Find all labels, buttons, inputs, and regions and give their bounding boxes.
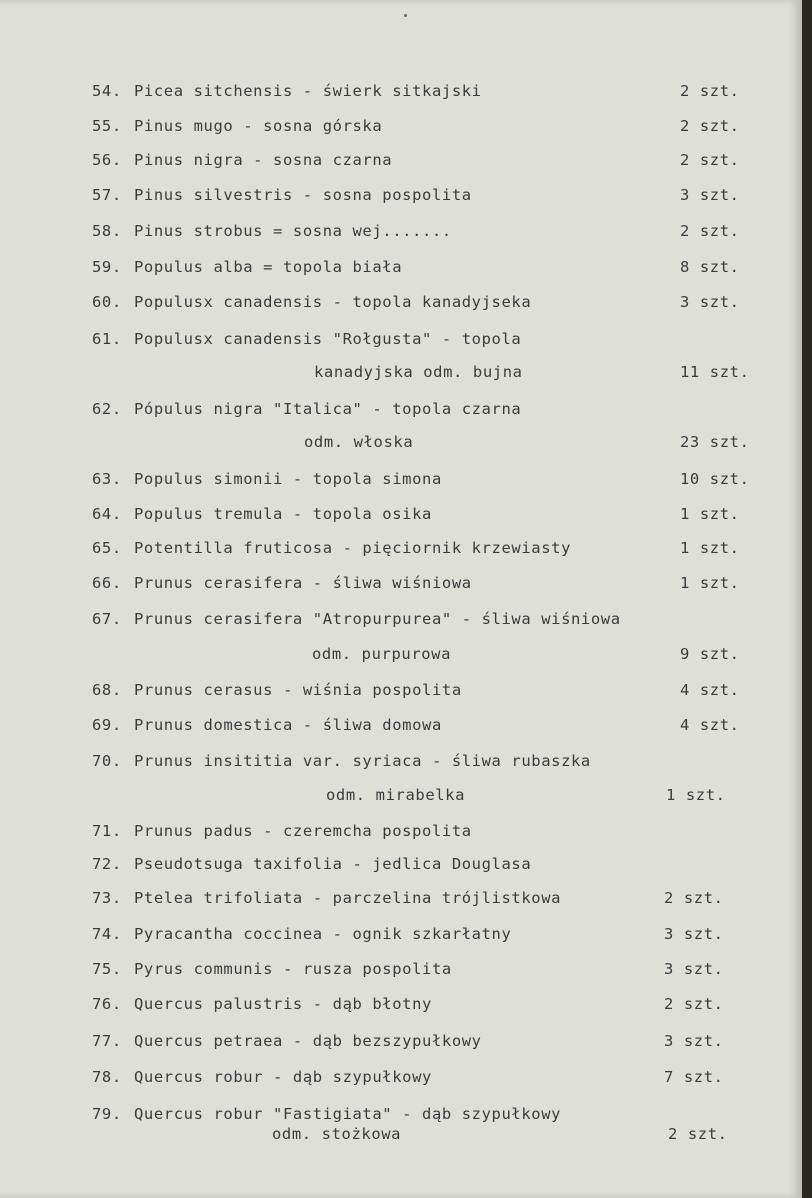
item-description-continued: odm. stożkowa xyxy=(272,1125,402,1143)
item-description: Populusx canadensis - topola kanadyjseka xyxy=(134,293,532,311)
item-quantity: 4 szt. xyxy=(680,716,740,734)
list-item xyxy=(92,822,802,848)
item-quantity: 9 szt. xyxy=(680,645,740,663)
item-number: 76. xyxy=(92,995,122,1013)
list-item xyxy=(92,1068,802,1094)
list-item xyxy=(92,186,802,212)
list-item xyxy=(92,889,802,915)
list-item-continuation xyxy=(92,363,802,389)
item-quantity: 3 szt. xyxy=(664,960,724,978)
item-quantity: 7 szt. xyxy=(664,1068,724,1086)
item-description: Populus tremula - topola osika xyxy=(134,505,432,523)
item-quantity: 8 szt. xyxy=(680,258,740,276)
page-mark xyxy=(404,14,407,17)
list-item xyxy=(92,574,802,600)
item-quantity: 1 szt. xyxy=(666,786,726,804)
item-quantity: 11 szt. xyxy=(680,363,750,381)
list-item xyxy=(92,222,802,248)
item-number: 70. xyxy=(92,752,122,770)
item-quantity: 3 szt. xyxy=(664,925,724,943)
list-item xyxy=(92,151,802,177)
item-number: 56. xyxy=(92,151,122,169)
item-description: Pyracantha coccinea - ognik szkarłatny xyxy=(134,925,512,943)
list-item xyxy=(92,258,802,284)
item-description-continued: odm. purpurowa xyxy=(312,645,452,663)
list-item xyxy=(92,400,802,426)
item-number: 68. xyxy=(92,681,122,699)
item-number: 55. xyxy=(92,117,122,135)
item-quantity: 2 szt. xyxy=(680,82,740,100)
item-number: 58. xyxy=(92,222,122,240)
item-description: Prunus insititia var. syriaca - śliwa rubaszka xyxy=(134,752,591,770)
item-quantity: 1 szt. xyxy=(680,574,740,592)
item-number: 67. xyxy=(92,610,122,628)
item-number: 77. xyxy=(92,1032,122,1050)
list-item xyxy=(92,995,802,1021)
item-quantity: 23 szt. xyxy=(680,433,750,451)
list-item xyxy=(92,117,802,143)
item-quantity: 3 szt. xyxy=(680,186,740,204)
item-quantity: 2 szt. xyxy=(668,1125,728,1143)
list-item-continuation xyxy=(92,433,802,459)
item-description: Populus alba = topola biała xyxy=(134,258,403,276)
item-number: 66. xyxy=(92,574,122,592)
item-description: Quercus palustris - dąb błotny xyxy=(134,995,432,1013)
list-item xyxy=(92,716,802,742)
item-description-continued: kanadyjska odm. bujna xyxy=(314,363,523,381)
item-quantity: 3 szt. xyxy=(664,1032,724,1050)
item-description: Picea sitchensis - świerk sitkajski xyxy=(134,82,482,100)
item-description: Prunus cerasifera "Atropurpurea" - śliwa wiśniowa xyxy=(134,610,621,628)
item-description: Pinus mugo - sosna górska xyxy=(134,117,383,135)
item-quantity: 3 szt. xyxy=(680,293,740,311)
list-item xyxy=(92,960,802,986)
item-number: 60. xyxy=(92,293,122,311)
item-description: Populusx canadensis "Rołgusta" - topola xyxy=(134,330,522,348)
item-description: Prunus cerasifera - śliwa wiśniowa xyxy=(134,574,472,592)
item-description-continued: odm. mirabelka xyxy=(326,786,466,804)
item-description: Prunus padus - czeremcha pospolita xyxy=(134,822,472,840)
item-description: Pinus silvestris - sosna pospolita xyxy=(134,186,472,204)
list-item xyxy=(92,752,802,778)
list-item xyxy=(92,293,802,319)
item-description: Quercus robur "Fastigiata" - dąb szypułkowy xyxy=(134,1105,562,1123)
list-item xyxy=(92,470,802,496)
item-number: 65. xyxy=(92,539,122,557)
list-item xyxy=(92,610,802,636)
item-number: 59. xyxy=(92,258,122,276)
item-quantity: 2 szt. xyxy=(680,151,740,169)
item-number: 63. xyxy=(92,470,122,488)
item-quantity: 1 szt. xyxy=(680,505,740,523)
item-number: 78. xyxy=(92,1068,122,1086)
list-item-continuation xyxy=(92,1125,802,1151)
item-description: Pseudotsuga taxifolia - jedlica Douglasa xyxy=(134,855,532,873)
list-item xyxy=(92,681,802,707)
item-description: Quercus robur - dąb szypułkowy xyxy=(134,1068,432,1086)
item-number: 61. xyxy=(92,330,122,348)
item-description: Potentilla fruticosa - pięciornik krzewiasty xyxy=(134,539,571,557)
item-number: 69. xyxy=(92,716,122,734)
item-description-continued: odm. włoska xyxy=(304,433,414,451)
item-number: 64. xyxy=(92,505,122,523)
item-number: 74. xyxy=(92,925,122,943)
list-item-continuation xyxy=(92,786,802,812)
item-description: Populus simonii - topola simona xyxy=(134,470,442,488)
item-description: Ptelea trifoliata - parczelina trójlistkowa xyxy=(134,889,562,907)
item-number: 54. xyxy=(92,82,122,100)
item-number: 57. xyxy=(92,186,122,204)
list-item xyxy=(92,855,802,881)
item-number: 62. xyxy=(92,400,122,418)
item-description: Prunus cerasus - wiśnia pospolita xyxy=(134,681,462,699)
item-description: Quercus petraea - dąb bezszypułkowy xyxy=(134,1032,482,1050)
item-quantity: 10 szt. xyxy=(680,470,750,488)
item-quantity: 2 szt. xyxy=(664,995,724,1013)
item-quantity: 1 szt. xyxy=(680,539,740,557)
item-description: Pyrus communis - rusza pospolita xyxy=(134,960,452,978)
item-quantity: 4 szt. xyxy=(680,681,740,699)
item-quantity: 2 szt. xyxy=(664,889,724,907)
item-number: 79. xyxy=(92,1105,122,1123)
list-item xyxy=(92,925,802,951)
item-description: Pópulus nigra "Italica" - topola czarna xyxy=(134,400,522,418)
item-number: 72. xyxy=(92,855,122,873)
item-quantity: 2 szt. xyxy=(680,117,740,135)
list-item-continuation xyxy=(92,645,802,671)
item-number: 73. xyxy=(92,889,122,907)
item-description: Pinus nigra - sosna czarna xyxy=(134,151,393,169)
item-description: Pinus strobus = sosna wej....... xyxy=(134,222,452,240)
list-item xyxy=(92,330,802,356)
list-item xyxy=(92,505,802,531)
list-item xyxy=(92,1032,802,1058)
item-number: 71. xyxy=(92,822,122,840)
list-item xyxy=(92,539,802,565)
list-item xyxy=(92,82,802,108)
item-description: Prunus domestica - śliwa domowa xyxy=(134,716,442,734)
item-quantity: 2 szt. xyxy=(680,222,740,240)
item-number: 75. xyxy=(92,960,122,978)
